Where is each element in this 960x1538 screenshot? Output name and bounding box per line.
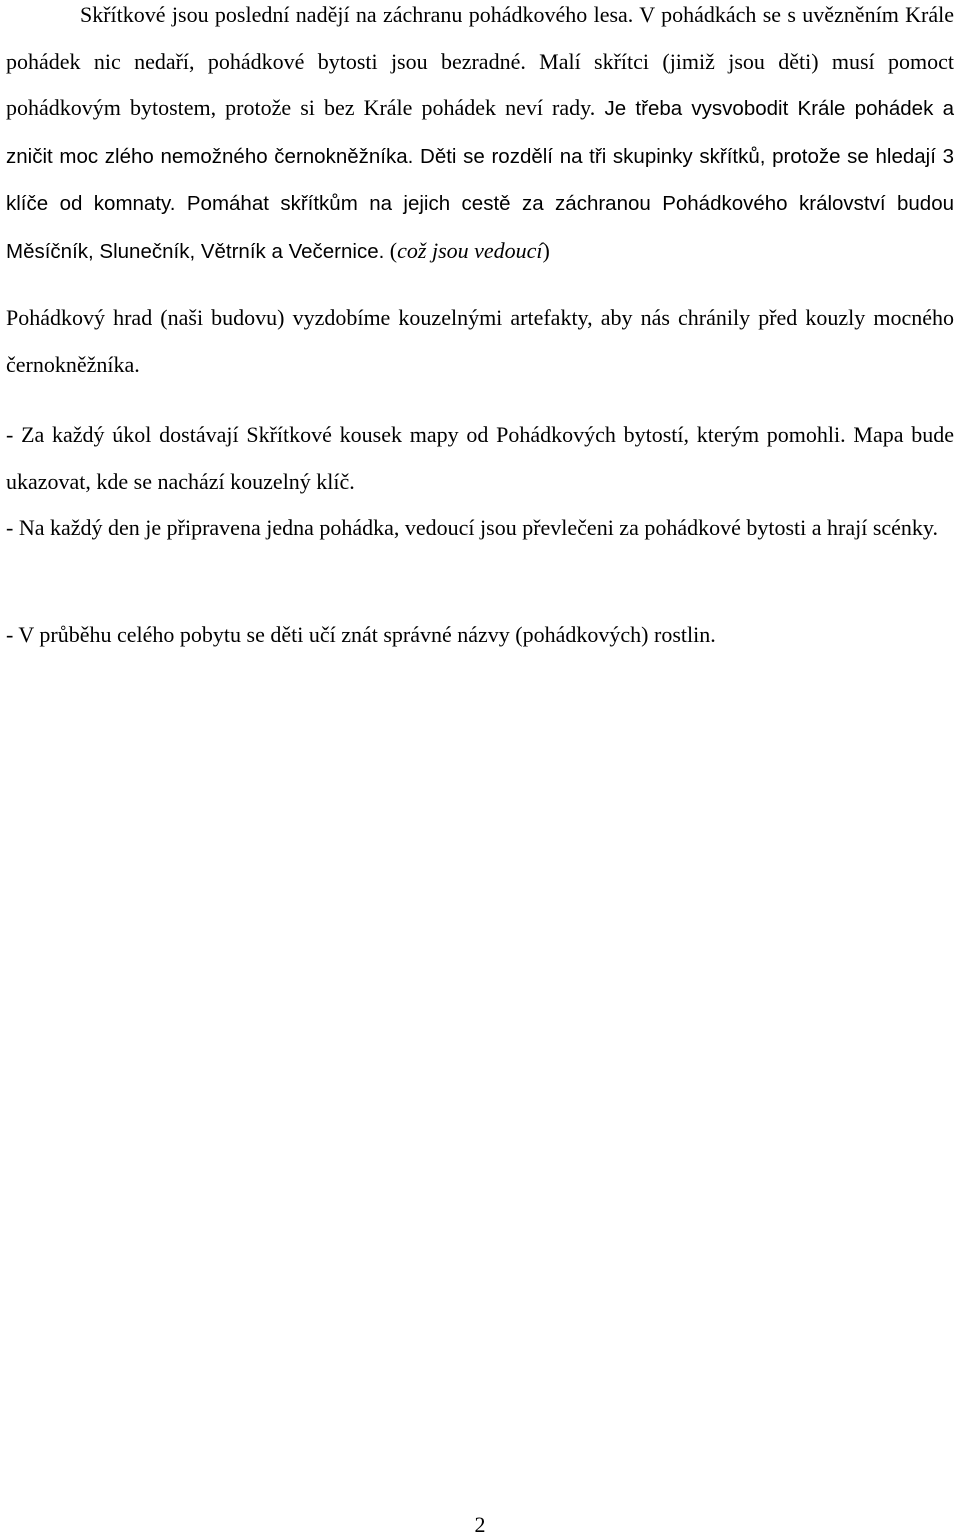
intro-paren-close: )	[542, 237, 550, 263]
intro-sentence-3: Děti se rozdělí na tři skupinky skřítků, protože se hledají 3 klíče od komnaty.	[6, 144, 954, 215]
castle-paragraph: Pohádkový hrad (naši budovu) vyzdobíme kouzelnými artefakty, aby nás chránily před kouzly mocného černokněžníka.	[6, 305, 954, 377]
intro-sentence-1: Skřítkové jsou poslední nadějí na záchranu pohádkového lesa. V pohádkách se s uvězněním Krále pohádek nic nedaří, pohádkové bytosti jsou bezradné. Malí skřítci (jimiž jsou děti) musí pomoct pohádkovým bytostem, protože si bez Krále pohádek neví rady.	[6, 2, 954, 120]
tale-paragraph: - Na každý den je připravena jedna pohádka, vedoucí jsou převlečeni za pohádkové bytosti a hrají scénky.	[6, 515, 939, 540]
plants-paragraph: - V průběhu celého pobytu se děti učí znát správné názvy (pohádkových) rostlin.	[6, 622, 716, 647]
intro-paren-open: (	[384, 237, 398, 263]
intro-paragraph	[6, 0, 954, 275]
map-paragraph: - Za každý úkol dostávají Skřítkové kousek mapy od Pohádkových bytostí, kterým pomohli. Mapa bude ukazovat, kde se nachází kouzelný klíč.	[6, 422, 954, 494]
intro-leaders-note: což jsou vedoucí	[397, 237, 543, 263]
intro-sentence-2: Je třeba vysvobodit Krále pohádek a zničit moc zlého nemožného černokněžníka.	[6, 97, 954, 168]
page-number: 2	[474, 1512, 486, 1537]
intro-sentence-4: Pomáhat skřítkům na jejich cestě za záchranou Pohádkového království budou Měsíčník, Slunečník, Větrník a Večernice.	[6, 192, 954, 263]
